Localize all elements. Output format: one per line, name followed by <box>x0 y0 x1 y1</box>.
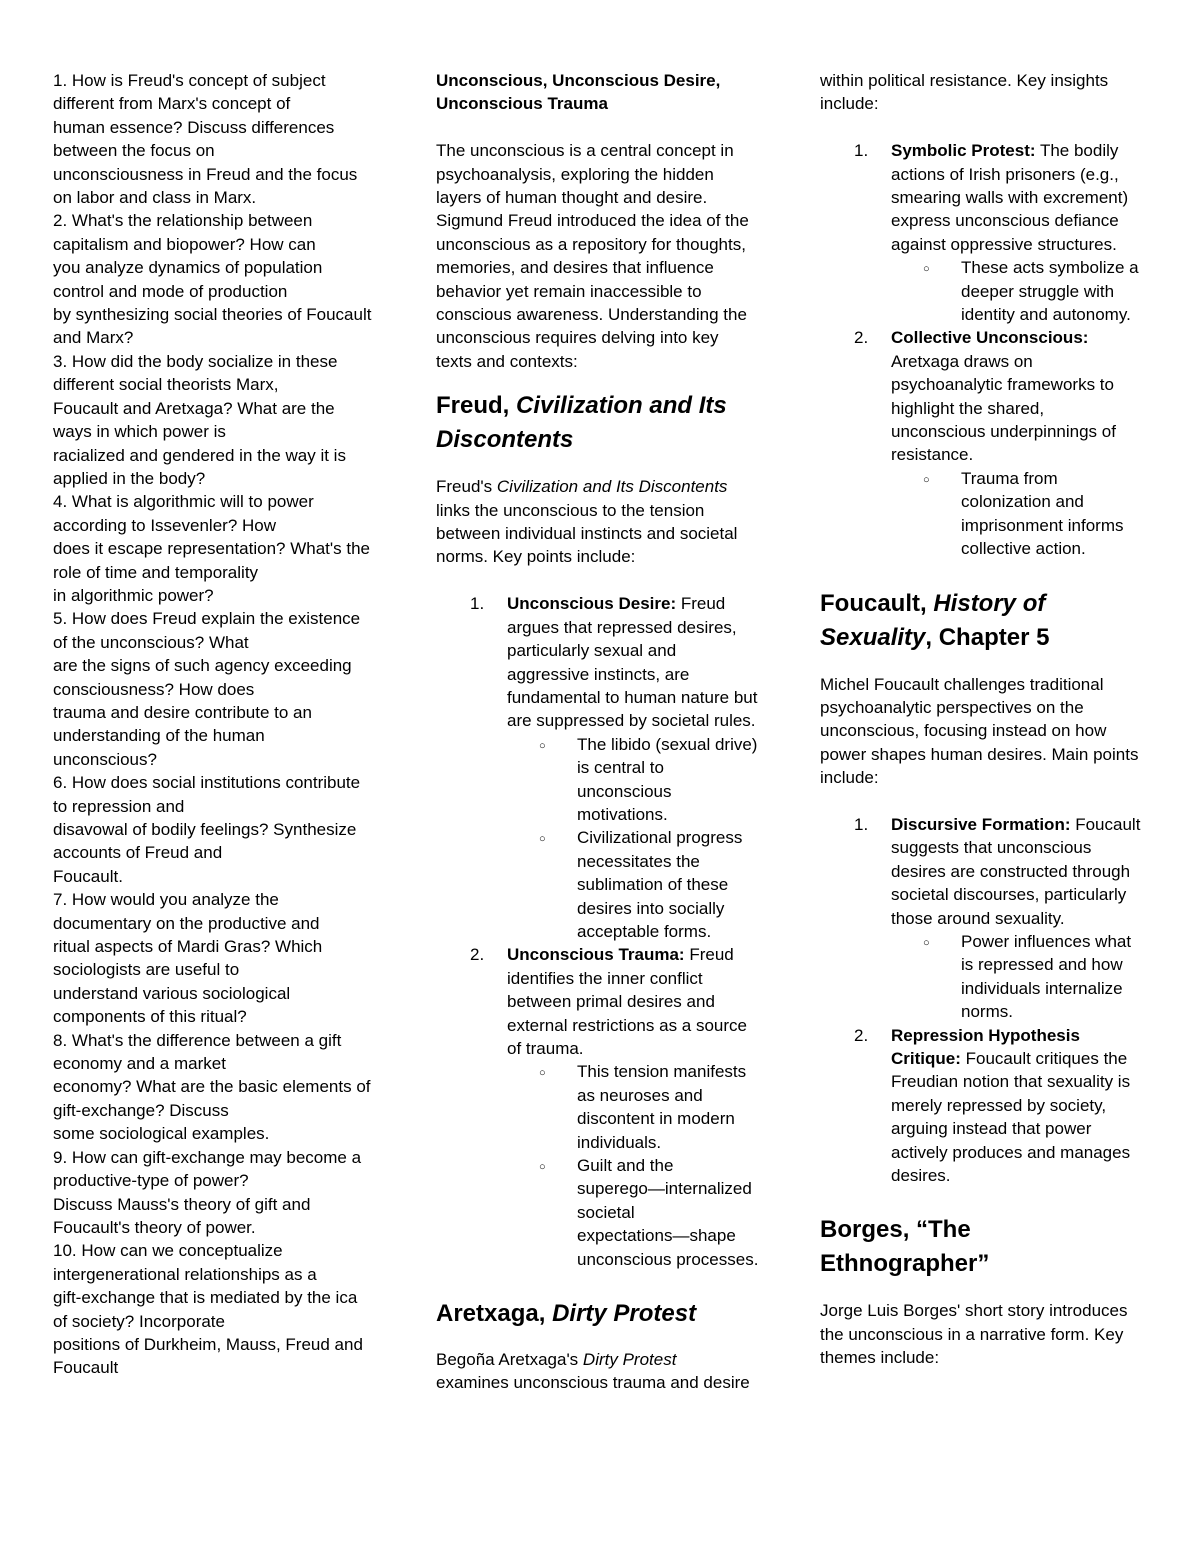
freud-heading: Freud, Civilization and Its Discontents <box>436 392 727 454</box>
column-continued <box>820 69 1160 1370</box>
text-line: behavior yet remain inaccessible to <box>436 281 702 301</box>
text-line: the unconscious in a narrative form. Key <box>820 1324 1124 1344</box>
text-line: deeper struggle with <box>961 281 1115 301</box>
text-line: unconscious processes. <box>577 1249 759 1269</box>
sub-list-item <box>539 733 776 827</box>
text-line: Civilizational progress <box>577 828 743 848</box>
text-line: societal discourses, particularly <box>891 885 1127 905</box>
question-line: 1. How is Freud's concept of subject <box>53 71 326 90</box>
text-line: unconscious underpinnings of <box>891 422 1116 442</box>
question-line: ritual aspects of Mardi Gras? Which <box>53 937 323 957</box>
list-item: 2. Repression Hypothesis Critique: Foucault critiques the Freudian notion that sexuality is merely repressed by society, arguing instead that power actively produces and manages desires. <box>891 1024 1160 1188</box>
text-line: Sigmund Freud introduced the idea of the <box>436 211 749 231</box>
text-line: These acts symbolize a <box>961 258 1139 278</box>
text-line: unconscious requires delving into key <box>436 328 719 348</box>
question-line: according to Issevenler? How <box>53 515 277 535</box>
text-line: individuals internalize <box>961 978 1123 998</box>
text-line: Jorge Luis Borges' short story introduces <box>820 1301 1128 1321</box>
question-line: 8. What's the difference between a gift <box>53 1030 342 1050</box>
text-line: psychoanalysis, exploring the hidden <box>436 164 714 184</box>
text-line: individuals. <box>577 1132 662 1152</box>
question-line: control and mode of production <box>53 281 288 301</box>
question-line: role of time and temporality <box>53 562 259 582</box>
question-line: unconscious? <box>53 749 157 769</box>
question-line: in algorithmic power? <box>53 585 214 605</box>
question-line: 9. How can gift-exchange may become a <box>53 1147 362 1167</box>
text-line: This tension manifests <box>577 1062 747 1082</box>
bullet-icon: ○ <box>923 936 930 949</box>
text-line: colonization and <box>961 492 1084 512</box>
question-line: to repression and <box>53 796 185 816</box>
text-line: is repressed and how <box>961 955 1123 975</box>
text-line: identity and autonomy. <box>961 305 1131 325</box>
aretxaga-intro: Begoña Aretxaga's Dirty Protest examines unconscious trauma and desire <box>436 1350 750 1393</box>
text-line: The unconscious is a central concept in <box>436 141 734 161</box>
text-line: necessitates the <box>577 851 700 871</box>
text-line: superego—internalized <box>577 1179 752 1199</box>
text-line: desires are constructed through <box>891 861 1131 881</box>
intro-paragraph <box>436 139 776 373</box>
question-line: components of this ritual? <box>53 1007 247 1027</box>
borges-heading: Borges, “The Ethnographer” <box>820 1216 990 1278</box>
text-line: express unconscious defiance <box>891 211 1119 231</box>
question-line: some sociological examples. <box>53 1124 270 1144</box>
question-line: gift-exchange? Discuss <box>53 1100 229 1120</box>
sub-list-item <box>539 1154 776 1271</box>
question-line: accounts of Freud and <box>53 843 223 863</box>
text-line: smearing walls with excrement) <box>891 188 1129 208</box>
text-line: include: <box>820 768 879 788</box>
list-item: 1. Unconscious Desire: Freud argues that repressed desires, particularly sexual and aggressive instincts, are fundamental to human nature but are suppressed by societal rules. <box>507 592 776 732</box>
question-line: understand various sociological <box>53 983 291 1003</box>
foucault-heading: Foucault, History of Sexuality, Chapter 5 <box>820 589 1050 651</box>
sub-list-item <box>923 467 1160 561</box>
text-line: norms. Key points include: <box>436 547 636 567</box>
question-line: by synthesizing social theories of Foucault <box>53 305 372 325</box>
question-line: gift-exchange that is mediated by the ica <box>53 1288 358 1308</box>
text-line: The libido (sexual drive) <box>577 734 758 754</box>
text-line: unconscious <box>577 781 672 801</box>
question-line: sociologists are useful to <box>53 960 240 980</box>
bullet-icon: ○ <box>539 739 546 752</box>
list-item: 2. Collective Unconscious: Aretxaga draws on psychoanalytic frameworks to highlight the shared, unconscious underpinnings of resistance. <box>891 326 1160 466</box>
question-line: 7. How would you analyze the <box>53 890 279 910</box>
study-questions <box>53 69 393 1380</box>
question-line: documentary on the productive and <box>53 913 320 933</box>
text-line: suggests that unconscious <box>891 838 1092 858</box>
text-line: memories, and desires that influence <box>436 258 714 278</box>
aretxaga-intro-continued <box>820 69 1160 116</box>
question-line: Foucault's theory of power. <box>53 1217 256 1237</box>
question-line: trauma and desire contribute to an <box>53 702 312 722</box>
bullet-icon: ○ <box>539 1067 546 1080</box>
list-item: 1. Discursive Formation: Foucault suggests that unconscious desires are constructed through societal discourses, particularly those around sexuality. <box>891 813 1160 930</box>
text-line: Aretxaga draws on <box>891 351 1033 371</box>
text-line: merely repressed by society, <box>891 1095 1107 1115</box>
text-line: between individual instincts and societal <box>436 524 738 544</box>
text-line: texts and contexts: <box>436 351 578 371</box>
text-line: sublimation of these <box>577 875 729 895</box>
text-line: collective action. <box>961 539 1086 559</box>
aretxaga-heading: Aretxaga, Dirty Protest <box>436 1300 697 1328</box>
question-line: 2. What's the relationship between <box>53 211 313 231</box>
text-line: power shapes human desires. Main points <box>820 744 1139 764</box>
question-line: different from Marx's concept of <box>53 94 291 114</box>
question-line: does it escape representation? What's the <box>53 539 370 559</box>
text-line: highlight the shared, <box>891 398 1045 418</box>
text-line: Guilt and the <box>577 1156 674 1176</box>
question-line: human essence? Discuss differences <box>53 117 335 137</box>
question-line: 10. How can we conceptualize <box>53 1241 283 1261</box>
text-line: external restrictions as a source <box>507 1015 747 1035</box>
question-line: intergenerational relationships as a <box>53 1264 317 1284</box>
text-line: Freudian notion that sexuality is <box>891 1072 1131 1092</box>
text-line: conscious awareness. Understanding the <box>436 305 747 325</box>
question-line: 4. What is algorithmic will to power <box>53 492 314 512</box>
sub-list-item <box>923 256 1160 326</box>
text-line: norms. <box>961 1002 1013 1022</box>
text-line: discontent in modern <box>577 1109 735 1129</box>
text-line: are suppressed by societal rules. <box>507 711 756 731</box>
text-line: imprisonment informs <box>961 515 1124 535</box>
text-line: is central to <box>577 758 664 778</box>
question-line: positions of Durkheim, Mauss, Freud and <box>53 1334 363 1354</box>
text-line: arguing instead that power <box>891 1119 1092 1139</box>
text-line: Power influences what <box>961 931 1132 951</box>
freud-intro: Freud's Civilization and Its Discontents links the unconscious to the tension between individual instincts and societal norms. Key points include: <box>436 475 776 569</box>
question-line: and Marx? <box>53 328 134 348</box>
sub-list-item <box>923 930 1160 1024</box>
sub-list-item <box>539 1060 776 1154</box>
foucault-intro <box>820 673 1160 790</box>
text-line: aggressive instincts, are <box>507 664 690 684</box>
question-line: Discuss Mauss's theory of gift and <box>53 1194 311 1214</box>
question-line: of society? Incorporate <box>53 1311 225 1331</box>
text-line: identifies the inner conflict <box>507 968 703 988</box>
question-line: between the focus on <box>53 141 215 161</box>
question-line: capitalism and biopower? How can <box>53 234 316 254</box>
question-line: Foucault and Aretxaga? What are the <box>53 398 335 418</box>
text-line: Trauma from <box>961 468 1058 488</box>
question-line: 3. How did the body socialize in these <box>53 351 338 371</box>
text-line: particularly sexual and <box>507 641 677 661</box>
text-line: layers of human thought and desire. <box>436 188 708 208</box>
text-line: of trauma. <box>507 1039 584 1058</box>
text-line: as neuroses and <box>577 1085 703 1105</box>
bullet-icon: ○ <box>539 1161 546 1174</box>
text-line: Michel Foucault challenges traditional <box>820 674 1104 694</box>
question-line: economy? What are the basic elements of <box>53 1077 371 1097</box>
question-line: unconsciousness in Freud and the focus <box>53 164 358 184</box>
text-line: resistance. <box>891 445 974 465</box>
text-line: expectations—shape <box>577 1226 736 1246</box>
text-line: desires into socially <box>577 898 725 918</box>
text-line: those around sexuality. <box>891 908 1065 928</box>
borges-intro <box>820 1299 1160 1369</box>
text-line: unconscious as a repository for thoughts, <box>436 234 746 254</box>
text-line: between primal desires and <box>507 992 715 1012</box>
text-line: societal <box>577 1202 635 1222</box>
question-line: consciousness? How does <box>53 679 255 699</box>
question-line: productive-type of power? <box>53 1171 249 1191</box>
text-line: links the unconscious to the tension <box>436 500 705 520</box>
text-line: argues that repressed desires, <box>507 617 737 637</box>
question-line: Foucault <box>53 1358 119 1378</box>
column-unconscious <box>436 69 776 1395</box>
text-line: actively produces and manages <box>891 1142 1131 1162</box>
text-line: unconscious, focusing instead on how <box>820 721 1107 741</box>
bullet-icon: ○ <box>923 263 930 276</box>
question-line: ways in which power is <box>53 422 226 442</box>
text-line: include: <box>820 94 879 114</box>
question-line: economy and a market <box>53 1054 226 1074</box>
text-line: within political resistance. Key insights <box>820 71 1109 90</box>
text-line: themes include: <box>820 1348 940 1368</box>
question-line: understanding of the human <box>53 726 265 746</box>
bullet-icon: ○ <box>923 473 930 486</box>
text-line: motivations. <box>577 804 668 824</box>
text-line: desires. <box>891 1166 951 1186</box>
text-line: psychoanalytic frameworks to <box>891 375 1114 395</box>
text-line: actions of Irish prisoners (e.g., <box>891 164 1119 184</box>
question-line: of the unconscious? What <box>53 632 249 652</box>
question-line: on labor and class in Marx. <box>53 188 257 208</box>
question-line: 6. How does social institutions contribute <box>53 773 361 793</box>
bullet-icon: ○ <box>539 833 546 846</box>
list-item: 2. Unconscious Trauma: Freud identifies the inner conflict between primal desires and external restrictions as a source of trauma. <box>507 943 776 1060</box>
question-line: Foucault. <box>53 866 123 886</box>
list-item: 1. Symbolic Protest: The bodily actions of Irish prisoners (e.g., smearing walls with excrement) express unconscious defiance against oppressive structures. <box>891 139 1160 256</box>
section-title: Unconscious, Unconscious Desire, Unconscious Trauma <box>436 71 721 114</box>
question-line: different social theorists Marx, <box>53 375 279 395</box>
question-line: racialized and gendered in the way it is <box>53 445 346 465</box>
text-line: fundamental to human nature but <box>507 687 758 707</box>
question-line: applied in the body? <box>53 468 206 488</box>
question-line: disavowal of bodily feelings? Synthesize <box>53 820 357 839</box>
text-line: against oppressive structures. <box>891 234 1117 254</box>
question-line: 5. How does Freud explain the existence <box>53 609 361 629</box>
question-line: are the signs of such agency exceeding <box>53 656 352 676</box>
sub-list-item <box>539 826 776 943</box>
text-line: acceptable forms. <box>577 921 712 941</box>
text-line: psychoanalytic perspectives on the <box>820 697 1084 717</box>
question-line: you analyze dynamics of population <box>53 258 323 278</box>
